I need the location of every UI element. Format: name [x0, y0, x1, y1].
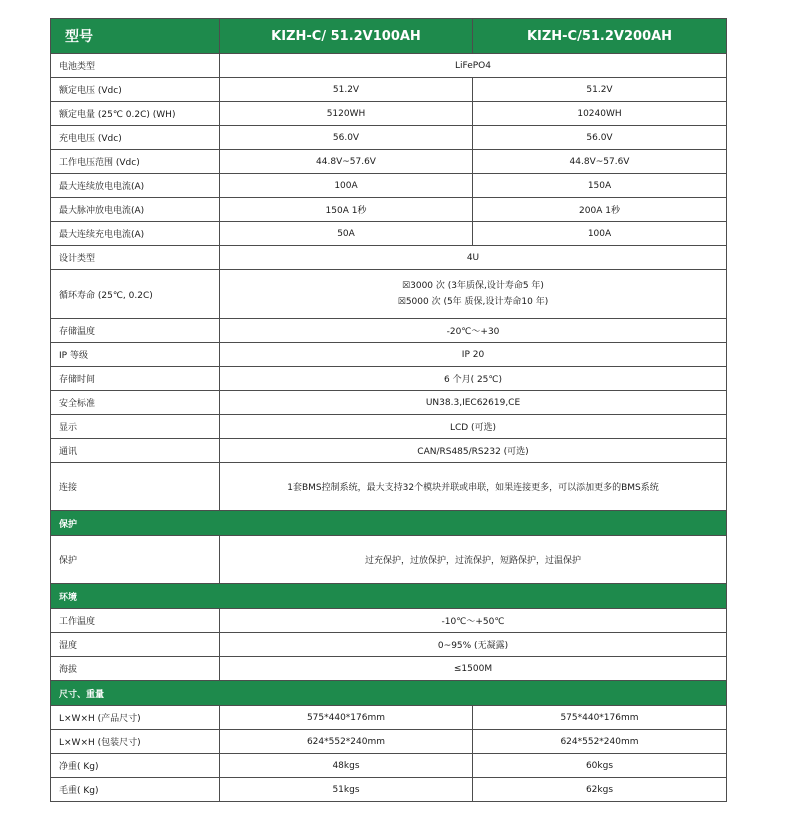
row-label: 存储时间: [51, 367, 220, 391]
row-value: IP 20: [220, 343, 727, 367]
row-value-100ah: 50A: [220, 222, 473, 246]
section-title: 环境: [51, 584, 727, 609]
row-value-200ah: 100A: [473, 222, 727, 246]
table-row: [51, 657, 727, 681]
table-row: [51, 778, 727, 802]
row-label: 海拔: [51, 657, 220, 681]
row-label: 额定电压 (Vdc): [51, 78, 220, 102]
table-row: [51, 246, 727, 270]
table-row: [51, 706, 727, 730]
row-value-100ah: 56.0V: [220, 126, 473, 150]
section-title: 保护: [51, 511, 727, 536]
row-value: CAN/RS485/RS232 (可选): [220, 439, 727, 463]
table-row: [51, 319, 727, 343]
section-header-protection: [51, 511, 727, 536]
table-row: [51, 609, 727, 633]
row-label: IP 等级: [51, 343, 220, 367]
table-row: [51, 102, 727, 126]
row-label: 连接: [51, 463, 220, 511]
table-row: [51, 78, 727, 102]
row-value: [220, 270, 727, 319]
table-row: [51, 54, 727, 78]
table-row: [51, 174, 727, 198]
table-row: [51, 270, 727, 319]
table-row: [51, 150, 727, 174]
row-label: 保护: [51, 536, 220, 584]
row-label: 安全标准: [51, 391, 220, 415]
row-label: 工作电压范围 (Vdc): [51, 150, 220, 174]
row-value-100ah: 48kgs: [220, 754, 473, 778]
section-header-environment: [51, 584, 727, 609]
cycle-life-option-1: ☒3000 次 (3年质保,设计寿命5 年): [402, 281, 544, 291]
table-row: [51, 391, 727, 415]
section-header-dimensions: [51, 681, 727, 706]
row-value: 过充保护，过放保护，过流保护，短路保护，过温保护: [220, 536, 727, 584]
row-value-200ah: 624*552*240mm: [473, 730, 727, 754]
row-value-200ah: 51.2V: [473, 78, 727, 102]
row-label: 最大连续充电电流(A): [51, 222, 220, 246]
row-value: 6 个月( 25℃): [220, 367, 727, 391]
header-model-100ah: KIZH-C/ 51.2V100AH: [220, 19, 473, 54]
table-row: [51, 536, 727, 584]
row-value-100ah: 100A: [220, 174, 473, 198]
row-label: L×W×H (产品尺寸): [51, 706, 220, 730]
row-value: 4U: [220, 246, 727, 270]
row-label: 毛重( Kg): [51, 778, 220, 802]
spec-table: [50, 18, 727, 802]
table-row: [51, 222, 727, 246]
row-label: 最大脉冲放电电流(A): [51, 198, 220, 222]
table-row: [51, 415, 727, 439]
row-value: -10℃～+50℃: [220, 609, 727, 633]
table-row: [51, 730, 727, 754]
row-label: 电池类型: [51, 54, 220, 78]
row-label: 设计类型: [51, 246, 220, 270]
row-label: 湿度: [51, 633, 220, 657]
row-value-100ah: 51.2V: [220, 78, 473, 102]
table-row: [51, 198, 727, 222]
row-label: 工作温度: [51, 609, 220, 633]
row-value-100ah: 624*552*240mm: [220, 730, 473, 754]
row-label: 显示: [51, 415, 220, 439]
cycle-life-option-2: ☒5000 次 (5年 质保,设计寿命10 年): [397, 297, 549, 307]
row-value-200ah: 56.0V: [473, 126, 727, 150]
row-value-100ah: 51kgs: [220, 778, 473, 802]
row-value-200ah: 60kgs: [473, 754, 727, 778]
row-label: 循环寿命 (25℃, 0.2C): [51, 270, 220, 319]
row-value: 1套BMS控制系统，最大支持32个模块并联或串联，如果连接更多，可以添加更多的BMS系统: [220, 463, 727, 511]
row-value-100ah: 150A 1秒: [220, 198, 473, 222]
row-label: 通讯: [51, 439, 220, 463]
row-value: LCD (可选): [220, 415, 727, 439]
row-value-200ah: 200A 1秒: [473, 198, 727, 222]
table-row: [51, 367, 727, 391]
header-row: [51, 19, 727, 54]
row-value-200ah: 44.8V~57.6V: [473, 150, 727, 174]
row-value-200ah: 575*440*176mm: [473, 706, 727, 730]
header-model-200ah: KIZH-C/51.2V200AH: [473, 19, 727, 54]
row-label: 额定电量 (25℃ 0.2C) (WH): [51, 102, 220, 126]
row-value: LiFePO4: [220, 54, 727, 78]
spec-sheet: [50, 18, 726, 802]
row-label: L×W×H (包装尺寸): [51, 730, 220, 754]
row-label: 充电电压 (Vdc): [51, 126, 220, 150]
row-value-200ah: 150A: [473, 174, 727, 198]
table-row: [51, 633, 727, 657]
row-value-200ah: 10240WH: [473, 102, 727, 126]
section-title: 尺寸、重量: [51, 681, 727, 706]
header-model: 型号: [51, 19, 220, 54]
row-value: 0~95% (无凝露): [220, 633, 727, 657]
row-value: UN38.3,IEC62619,CE: [220, 391, 727, 415]
row-label: 最大连续放电电流(A): [51, 174, 220, 198]
row-value: -20℃～+30: [220, 319, 727, 343]
row-value-100ah: 575*440*176mm: [220, 706, 473, 730]
table-row: [51, 343, 727, 367]
row-label: 存储温度: [51, 319, 220, 343]
table-row: [51, 754, 727, 778]
row-value: ≤1500M: [220, 657, 727, 681]
row-label: 净重( Kg): [51, 754, 220, 778]
row-value-100ah: 5120WH: [220, 102, 473, 126]
table-row: [51, 126, 727, 150]
table-row: [51, 463, 727, 511]
row-value-100ah: 44.8V~57.6V: [220, 150, 473, 174]
row-value-200ah: 62kgs: [473, 778, 727, 802]
table-row: [51, 439, 727, 463]
